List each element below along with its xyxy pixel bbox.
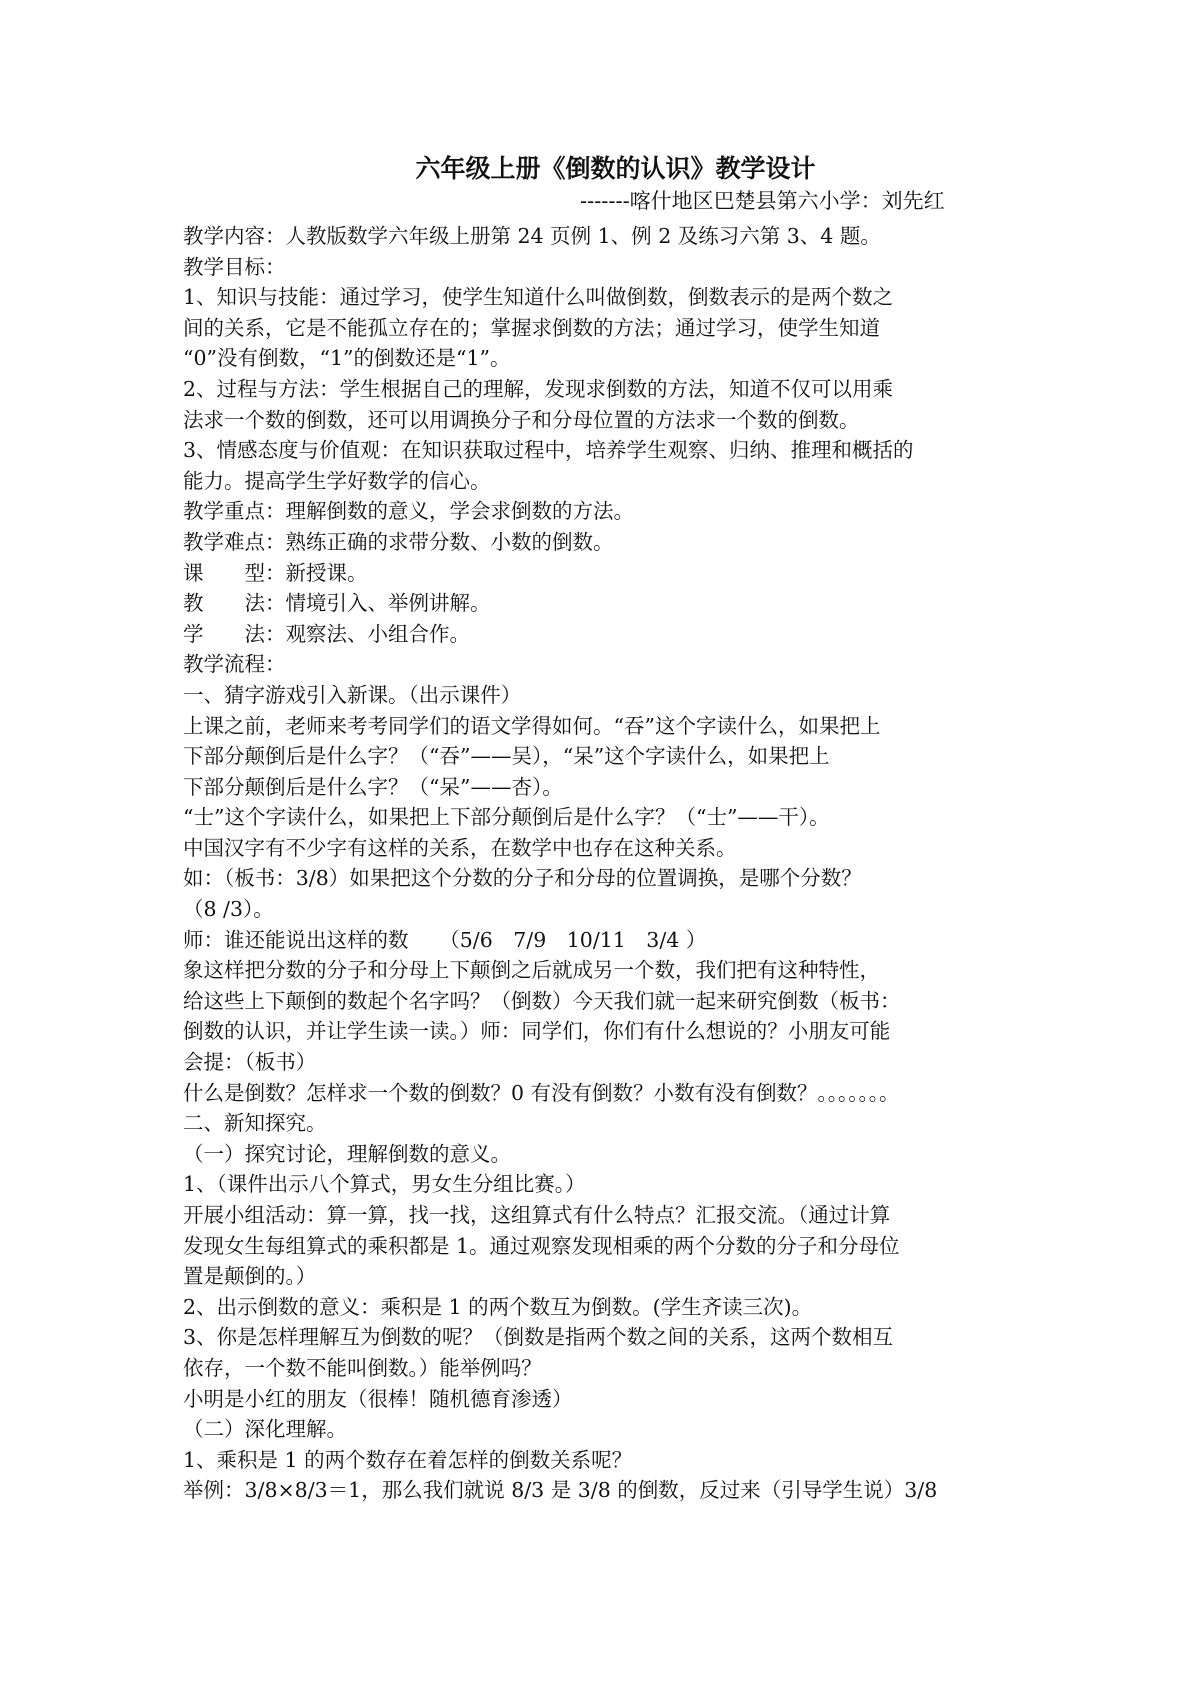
body-text-line: 1、知识与技能：通过学习，使学生知道什么叫做倒数，倒数表示的是两个数之 xyxy=(183,285,894,310)
body-text-line: 1、乘积是 1 的两个数存在着怎样的倒数关系呢？ xyxy=(183,1447,633,1472)
body-text-line: 举例：3/8×8/3＝1，那么我们就说 8/3 是 3/8 的倒数，反过来（引导学生说）3/8 xyxy=(183,1478,938,1503)
body-text-line: 下部分颠倒后是什么字？（“呆”——杏）。 xyxy=(183,774,563,799)
body-text-line: “士”这个字读什么，如果把上下部分颠倒后是什么字？（“士”——干）。 xyxy=(183,805,830,830)
body-text-line: 依存，一个数不能叫倒数。）能举例吗？ xyxy=(183,1355,542,1380)
body-text-line: 间的关系，它是不能孤立存在的；掌握求倒数的方法；通过学习，使学生知道 xyxy=(183,315,880,340)
body-text-line: 能力。提高学生学好数学的信心。 xyxy=(183,468,491,493)
body-text-line: 倒数的认识，并让学生读一读。）师：同学们，你们有什么想说的？小朋友可能 xyxy=(183,1019,891,1044)
body-text-line: 什么是倒数？怎样求一个数的倒数？0 有没有倒数？小数有没有倒数？。。。。。。。 xyxy=(183,1080,900,1105)
body-text-line: 教学目标： xyxy=(183,254,286,279)
body-text-line: 开展小组活动：算一算，找一找，这组算式有什么特点？汇报交流。（通过计算 xyxy=(183,1203,891,1227)
document-title: 六年级上册《倒数的认识》教学设计 xyxy=(415,154,816,183)
body-text-line: 课 型：新授课。 xyxy=(183,560,368,585)
body-text-line: 二、新知探究。 xyxy=(183,1111,327,1136)
body-text-line: 给这些上下颠倒的数起个名字吗？（倒数）今天我们就一起来研究倒数（板书： xyxy=(183,988,901,1013)
body-text-line: （二）深化理解。 xyxy=(183,1417,347,1442)
body-text-line: 下部分颠倒后是什么字？（“吞”——吴），“呆”这个字读什么，如果把上 xyxy=(183,744,830,769)
body-text-line: 教学内容：人教版数学六年级上册第 24 页例 1、例 2 及练习六第 3、4 题。 xyxy=(183,224,881,248)
body-text-line: 2、过程与方法：学生根据自己的理解，发现求倒数的方法，知道不仅可以用乘 xyxy=(183,376,894,401)
body-text-line: 教学流程： xyxy=(183,652,286,677)
body-text-line: 中国汉字有不少字有这样的关系，在数学中也存在这种关系。 xyxy=(183,835,737,860)
body-text-line: （8 /3）。 xyxy=(183,897,274,922)
body-text-line: “0”没有倒数，“1”的倒数还是“1”。 xyxy=(183,346,511,371)
body-text-line: 小明是小红的朋友（很棒！随机德育渗透） xyxy=(183,1386,573,1411)
body-text-line: 上课之前，老师来考考同学们的语文学得如何。“吞”这个字读什么，如果把上 xyxy=(183,713,881,738)
body-text-line: 一、猜字游戏引入新课。（出示课件） xyxy=(183,682,522,707)
body-text-line: 1、（课件出示八个算式，男女生分组比赛。） xyxy=(183,1172,586,1197)
body-text-line: 置是颠倒的。） xyxy=(183,1264,317,1289)
body-text-line: 会提：（板书） xyxy=(183,1050,317,1075)
body-text-line: 师：谁还能说出这样的数 （5/6 7/9 10/11 3/4 ） xyxy=(183,927,707,952)
body-text-line: 如：（板书：3/8）如果把这个分数的分子和分母的位置调换，是哪个分数？ xyxy=(183,866,862,891)
body-text-line: 学 法：观察法、小组合作。 xyxy=(183,621,470,646)
body-text-line: 教学难点：熟练正确的求带分数、小数的倒数。 xyxy=(183,529,614,554)
body-text-line: （一）探究讨论，理解倒数的意义。 xyxy=(183,1141,511,1166)
body-text-line: 教学重点：理解倒数的意义，学会求倒数的方法。 xyxy=(183,499,634,524)
body-text-line: 教 法：情境引入、举例讲解。 xyxy=(183,591,491,616)
body-text-line: 2、出示倒数的意义：乘积是 1 的两个数互为倒数。(学生齐读三次)。 xyxy=(183,1294,813,1319)
document-author: -------喀什地区巴楚县第六小学：刘先红 xyxy=(580,189,945,213)
body-text-line: 象这样把分数的分子和分母上下颠倒之后就成另一个数，我们把有这种特性， xyxy=(183,958,880,983)
body-text-line: 法求一个数的倒数，还可以用调换分子和分母位置的方法求一个数的倒数。 xyxy=(183,407,860,432)
body-text-line: 3、情感态度与价值观：在知识获取过程中，培养学生观察、归纳、推理和概括的 xyxy=(183,438,914,463)
body-text-line: 发现女生每组算式的乘积都是 1。通过观察发现相乘的两个分数的分子和分母位 xyxy=(183,1233,900,1258)
document-body xyxy=(183,221,1043,1506)
body-text-line: 3、你是怎样理解互为倒数的呢？（倒数是指两个数之间的关系，这两个数相互 xyxy=(183,1325,894,1350)
